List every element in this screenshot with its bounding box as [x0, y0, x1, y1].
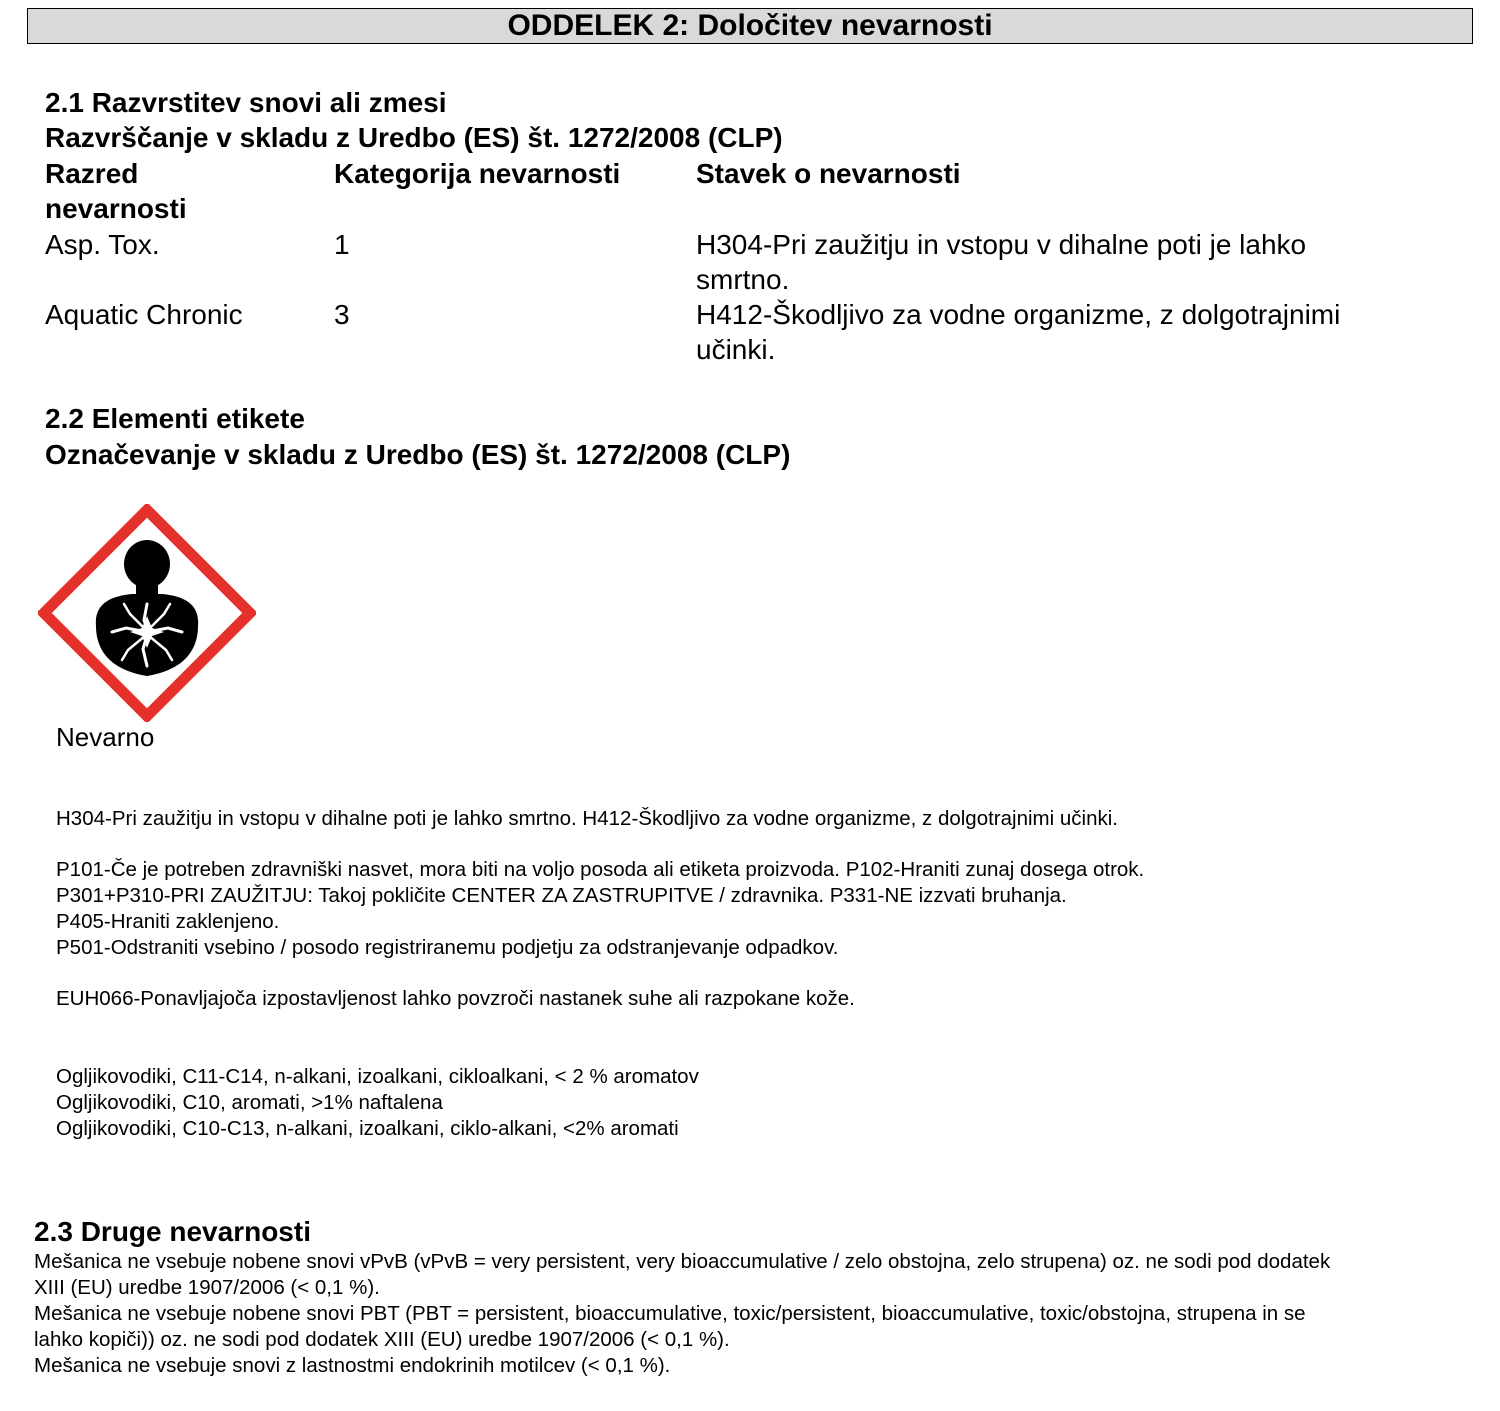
row-class: Asp. Tox.	[45, 229, 160, 260]
row-class: Aquatic Chronic	[45, 299, 243, 330]
other-hazards-line: Mešanica ne vsebuje snovi z lastnostmi endokrinih motilcev (< 0,1 %).	[34, 1354, 671, 1377]
other-hazards-line: XIII (EU) uredbe 1907/2006 (< 0,1 %).	[34, 1276, 380, 1299]
section-2-2-subtitle: Označevanje v skladu z Uredbo (ES) št. 1272/2008 (CLP)	[45, 439, 791, 470]
section-2-2-title: 2.2 Elementi etikete	[45, 403, 305, 434]
precautionary-line: P405-Hraniti zaklenjeno.	[56, 910, 280, 933]
component-line: Ogljikovodiki, C10, aromati, >1% naftalena	[56, 1091, 443, 1114]
health-hazard-icon	[38, 504, 256, 722]
other-hazards-line: Mešanica ne vsebuje nobene snovi vPvB (vPvB = very persistent, very bioaccumulative / zelo obstojna, zelo strupena) oz. ne sodi pod dodatek	[34, 1250, 1331, 1273]
other-hazards-line: Mešanica ne vsebuje nobene snovi PBT (PBT = persistent, bioaccumulative, toxic/persistent, bioaccumulative, toxic/obstojna, strupena in se	[34, 1302, 1306, 1325]
col-header-statement: Stavek o nevarnosti	[696, 158, 961, 189]
precautionary-line: P501-Odstraniti vsebino / posodo registriranemu podjetju za odstranjevanje odpadkov.	[56, 936, 839, 959]
row-statement-line1: H304-Pri zaužitju in vstopu v dihalne poti je lahko	[696, 229, 1307, 260]
precautionary-line: P301+P310-PRI ZAUŽITJU: Takoj pokličite CENTER ZA ZASTRUPITVE / zdravnika. P331-NE izzvati bruhanja.	[56, 884, 1067, 907]
signal-word: Nevarno	[56, 722, 155, 752]
section-header: ODDELEK 2: Določitev nevarnosti	[27, 8, 1473, 44]
row-statement-line2: učinki.	[696, 334, 776, 365]
row-category: 1	[334, 229, 350, 260]
col-header-category: Kategorija nevarnosti	[334, 158, 621, 189]
col-header-class-line1: Razred	[45, 158, 139, 189]
euh-statement: EUH066-Ponavljajoča izpostavljenost lahko povzroči nastanek suhe ali razpokane kože.	[56, 987, 855, 1010]
component-line: Ogljikovodiki, C10-C13, n-alkani, izoalkani, ciklo-alkani, <2% aromati	[56, 1117, 679, 1140]
row-category: 3	[334, 299, 350, 330]
component-line: Ogljikovodiki, C11-C14, n-alkani, izoalkani, cikloalkani, < 2 % aromatov	[56, 1065, 699, 1088]
section-2-1-title: 2.1 Razvrstitev snovi ali zmesi	[45, 87, 447, 118]
row-statement-line1: H412-Škodljivo za vodne organizme, z dolgotrajnimi	[696, 299, 1341, 330]
section-2-3-title: 2.3 Druge nevarnosti	[34, 1216, 311, 1247]
section-2-1-subtitle: Razvrščanje v skladu z Uredbo (ES) št. 1272/2008 (CLP)	[45, 122, 783, 153]
col-header-class-line2: nevarnosti	[45, 193, 187, 224]
other-hazards-line: lahko kopiči)) oz. ne sodi pod dodatek XIII (EU) uredbe 1907/2006 (< 0,1 %).	[34, 1328, 730, 1351]
row-statement-line2: smrtno.	[696, 264, 790, 295]
precautionary-line: P101-Če je potreben zdravniški nasvet, mora biti na voljo posoda ali etiketa proizvoda. P102-Hraniti zunaj dosega otrok.	[56, 858, 1145, 881]
hazard-statements: H304-Pri zaužitju in vstopu v dihalne poti je lahko smrtno. H412-Škodljivo za vodne organizme, z dolgotrajnimi učinki.	[56, 807, 1118, 830]
